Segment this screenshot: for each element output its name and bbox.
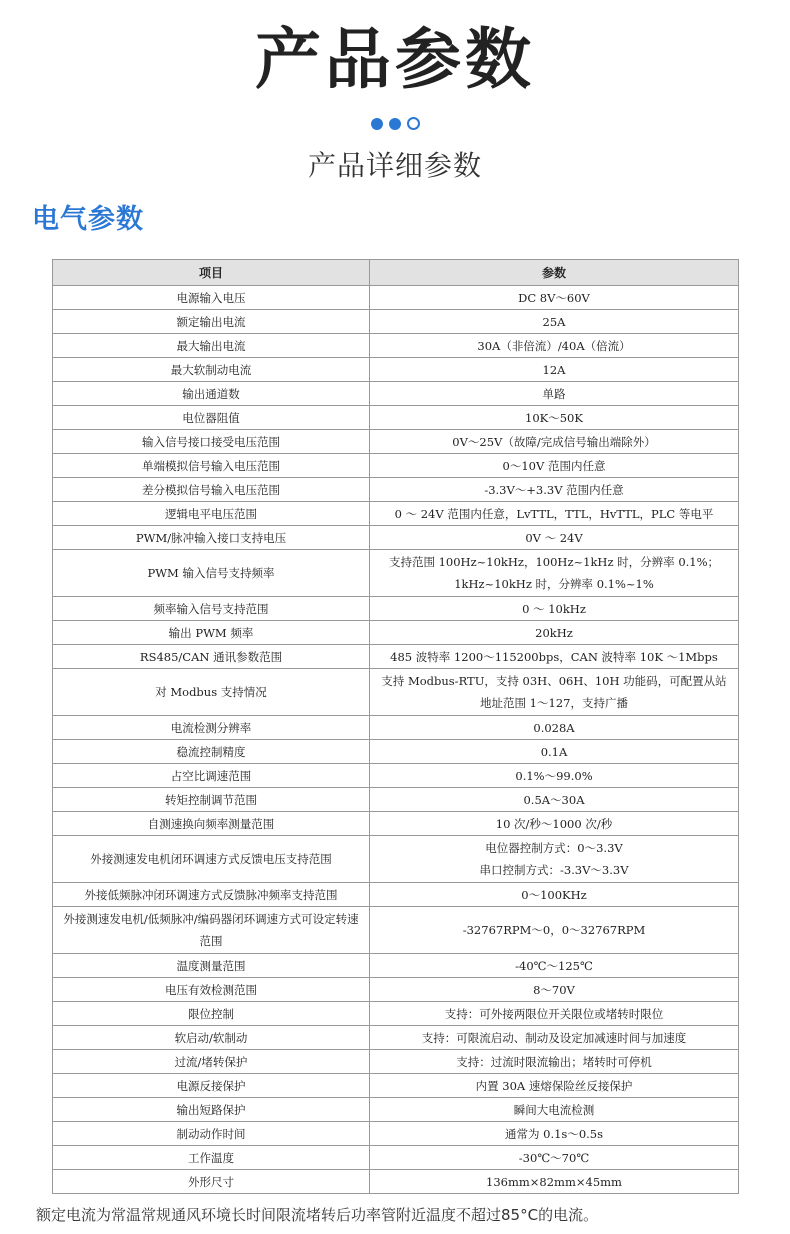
table-row [53, 478, 739, 502]
param-name-cell: 转矩控制调节范围 [53, 788, 370, 812]
param-value-cell [370, 502, 739, 526]
table-row [53, 788, 739, 812]
param-name-cell: 过流/堵转保护 [53, 1050, 370, 1074]
param-name-cell: 逻辑电平电压范围 [53, 502, 370, 526]
table-row [53, 597, 739, 621]
table-row [53, 430, 739, 454]
param-value-line: 30A（非倍流）/40A（倍流） [477, 338, 631, 353]
table-row [53, 1146, 739, 1170]
param-name-cell: 外接测速发电机闭环调速方式反馈电压支持范围 [53, 836, 370, 883]
param-name-cell: 电源输入电压 [53, 286, 370, 310]
table-row [53, 740, 739, 764]
param-name-cell: PWM/脉冲输入接口支持电压 [53, 526, 370, 550]
param-value-cell [370, 1026, 739, 1050]
table-row [53, 1050, 739, 1074]
param-value-cell [370, 883, 739, 907]
decorative-dots [0, 113, 790, 129]
param-value-line: 0～100KHz [521, 887, 587, 902]
parameters-table [52, 259, 739, 1194]
param-value-line: 12A [542, 362, 566, 377]
table-row [53, 883, 739, 907]
param-value-line: 单路 [542, 386, 566, 401]
param-value-line: 0 ～ 24V 范围内任意，LvTTL，TTL，HvTTL，PLC 等电平 [394, 506, 714, 521]
param-value-line: 8～70V [533, 982, 575, 997]
param-value-line: 10 次/秒～1000 次/秒 [495, 816, 613, 831]
param-value-line: -40℃～125℃ [515, 958, 593, 973]
param-name-cell: PWM 输入信号支持频率 [53, 550, 370, 597]
table-row [53, 812, 739, 836]
param-value-cell [370, 669, 739, 716]
table-row [53, 1170, 739, 1194]
param-value-line: 20kHz [535, 625, 573, 640]
param-value-cell [370, 1050, 739, 1074]
column-header-value: 参数 [370, 260, 739, 286]
param-name-cell: 温度测量范围 [53, 954, 370, 978]
param-value-cell [370, 954, 739, 978]
table-row [53, 954, 739, 978]
param-value-cell [370, 406, 739, 430]
param-value-cell [370, 430, 739, 454]
param-value-cell [370, 788, 739, 812]
param-value-cell [370, 645, 739, 669]
param-value-line: 0 ～ 10kHz [522, 601, 586, 616]
dot-filled-icon [371, 118, 383, 130]
param-value-cell [370, 740, 739, 764]
param-value-cell [370, 597, 739, 621]
param-name-cell: 占空比调速范围 [53, 764, 370, 788]
param-value-line: 支持：可外接两限位开关限位或堵转时限位 [444, 1006, 664, 1021]
param-value-line: 内置 30A 速熔保险丝反接保护 [475, 1078, 633, 1093]
table-row [53, 454, 739, 478]
table-row [53, 358, 739, 382]
param-value-line: 支持范围 100Hz~10kHz，100Hz~1kHz 时，分辨率 0.1%； [388, 555, 720, 569]
param-value-line: 0.5A～30A [523, 792, 585, 807]
param-name-cell: 差分模拟信号输入电压范围 [53, 478, 370, 502]
param-name-cell: 对 Modbus 支持情况 [53, 669, 370, 716]
param-value-line: 电位器控制方式：0～3.3V [485, 841, 623, 855]
param-value-line: 10K～50K [525, 410, 583, 425]
table-row [53, 669, 739, 716]
param-name-cell: 自测速换向频率测量范围 [53, 812, 370, 836]
param-value-cell [370, 716, 739, 740]
param-value-line: 0V ～ 24V [525, 530, 583, 545]
param-value-line: 0～10V 范围内任意 [502, 458, 606, 473]
page-subtitle: 产品详细参数 [307, 149, 482, 182]
table-row [53, 334, 739, 358]
table-row [53, 1002, 739, 1026]
param-value-line: -32767RPM～0，0～32767RPM [462, 923, 646, 937]
param-value-cell [370, 1122, 739, 1146]
table-row [53, 406, 739, 430]
param-value-cell [370, 550, 739, 597]
param-value-cell [370, 454, 739, 478]
param-name-cell: 输出通道数 [53, 382, 370, 406]
param-value-cell [370, 478, 739, 502]
footnote: 额定电流为常温常规通风环境长时间限流堵转后功率管附近温度不超过85°C的电流。 [36, 1206, 599, 1224]
param-value-cell [370, 382, 739, 406]
param-name-cell: 外形尺寸 [53, 1170, 370, 1194]
param-name-cell: 单端模拟信号输入电压范围 [53, 454, 370, 478]
param-value-cell [370, 1170, 739, 1194]
param-name-cell: 稳流控制精度 [53, 740, 370, 764]
param-value-cell [370, 286, 739, 310]
param-name-cell: 最大软制动电流 [53, 358, 370, 382]
param-value-cell [370, 1074, 739, 1098]
param-value-line: 0V～25V（故障/完成信号输出端除外） [452, 434, 656, 449]
param-value-line: 瞬间大电流检测 [513, 1102, 595, 1117]
param-value-line: 地址范围 1～127，支持广播 [480, 696, 628, 710]
table-row [53, 502, 739, 526]
param-name-cell: 电流检测分辨率 [53, 716, 370, 740]
param-name-cell: 电位器阻值 [53, 406, 370, 430]
param-value-cell [370, 621, 739, 645]
param-name-cell: 输出 PWM 频率 [53, 621, 370, 645]
table-row [53, 764, 739, 788]
table-row [53, 1074, 739, 1098]
page-title: 产品参数 [255, 21, 535, 98]
table-row [53, 645, 739, 669]
param-name-cell: 外接测速发电机/低频脉冲/编码器闭环调速方式可设定转速范围 [53, 907, 370, 954]
table-row [53, 1026, 739, 1050]
table-row [53, 621, 739, 645]
param-value-cell [370, 812, 739, 836]
table-row [53, 978, 739, 1002]
param-value-cell [370, 764, 739, 788]
param-value-cell [370, 907, 739, 954]
param-value-cell [370, 334, 739, 358]
table-row [53, 907, 739, 954]
param-value-line: 25A [542, 314, 566, 329]
param-value-line: 485 波特率 1200～115200bps，CAN 波特率 10K ～1Mbps [390, 649, 718, 664]
param-name-cell: 软启动/软制动 [53, 1026, 370, 1050]
dot-hollow-icon [407, 117, 420, 130]
param-value-line: 0.1A [540, 744, 568, 759]
table-header-row [53, 260, 739, 286]
param-value-line: 0.028A [533, 720, 575, 735]
dot-filled-icon [389, 118, 401, 130]
param-value-line: 1kHz~10kHz 时，分辨率 0.1%~1% [454, 577, 654, 591]
param-value-cell [370, 978, 739, 1002]
table-row [53, 550, 739, 597]
param-name-cell: 电压有效检测范围 [53, 978, 370, 1002]
param-value-cell [370, 1098, 739, 1122]
param-value-line: 支持：过流时限流输出；堵转时可停机 [456, 1054, 652, 1069]
param-value-line: 通常为 0.1s～0.5s [504, 1126, 604, 1141]
column-header-item: 项目 [53, 260, 370, 286]
param-value-cell [370, 310, 739, 334]
param-name-cell: 限位控制 [53, 1002, 370, 1026]
param-name-cell: 最大输出电流 [53, 334, 370, 358]
param-name-cell: 输出短路保护 [53, 1098, 370, 1122]
param-value-line: 串口控制方式：-3.3V～3.3V [479, 863, 629, 877]
param-name-cell: 电源反接保护 [53, 1074, 370, 1098]
param-value-line: -3.3V～+3.3V 范围内任意 [484, 482, 624, 497]
table-row [53, 1122, 739, 1146]
param-value-cell [370, 1146, 739, 1170]
param-name-cell: 频率输入信号支持范围 [53, 597, 370, 621]
table-row [53, 716, 739, 740]
param-name-cell: RS485/CAN 通讯参数范围 [53, 645, 370, 669]
table-row [53, 382, 739, 406]
table-row [53, 310, 739, 334]
param-value-line: 136mm×82mm×45mm [486, 1174, 622, 1189]
param-name-cell: 外接低频脉冲闭环调速方式反馈脉冲频率支持范围 [53, 883, 370, 907]
section-title: 电气参数 [32, 204, 144, 235]
param-name-cell: 额定输出电流 [53, 310, 370, 334]
param-value-line: 支持 Modbus-RTU，支持 03H、06H、10H 功能码，可配置从站 [381, 674, 727, 688]
param-value-cell [370, 358, 739, 382]
table-row [53, 1098, 739, 1122]
param-name-cell: 工作温度 [53, 1146, 370, 1170]
table-row [53, 836, 739, 883]
param-value-cell [370, 836, 739, 883]
param-value-line: DC 8V～60V [518, 290, 590, 305]
param-value-cell [370, 526, 739, 550]
param-value-line: 支持：可限流启动、制动及设定加减速时间与加速度 [421, 1030, 687, 1045]
param-value-cell [370, 1002, 739, 1026]
param-name-cell: 制动动作时间 [53, 1122, 370, 1146]
param-value-line: -30℃～70℃ [518, 1150, 590, 1165]
table-row [53, 286, 739, 310]
table-body [53, 286, 739, 1194]
param-name-cell: 输入信号接口接受电压范围 [53, 430, 370, 454]
param-value-line: 0.1%～99.0% [515, 768, 593, 783]
table-row [53, 526, 739, 550]
